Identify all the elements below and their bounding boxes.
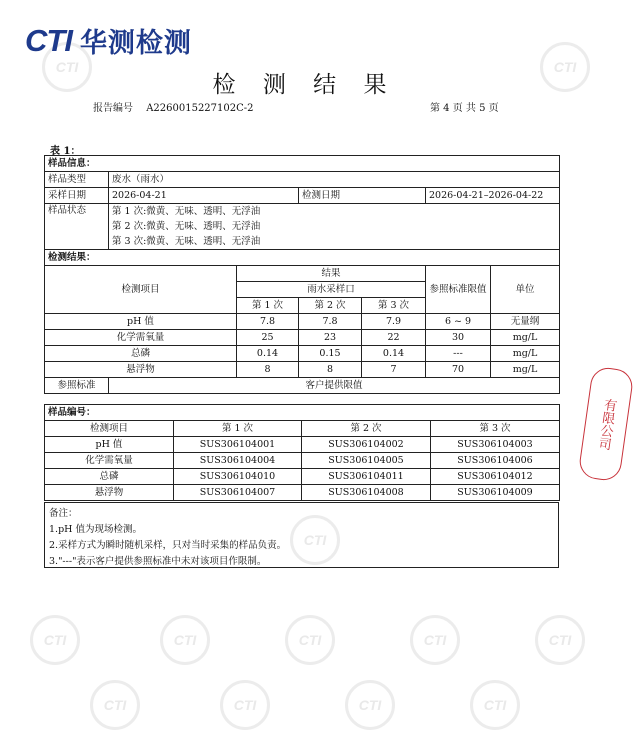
result-unit: mg/L — [491, 330, 560, 346]
result-item: pH 值 — [45, 314, 237, 330]
table-label: 表 1： — [50, 146, 81, 157]
result-value: 7 — [362, 362, 426, 378]
result-item: 总磷 — [45, 346, 237, 362]
standard-label: 参照标准 — [45, 378, 109, 394]
result-value: 22 — [362, 330, 426, 346]
sample-item: 总磷 — [45, 469, 174, 485]
logo-chinese-text: 华测检测 — [79, 28, 192, 59]
table-row — [45, 485, 560, 501]
watermark-logo: CTI — [90, 680, 140, 730]
result-item: 化学需氧量 — [45, 330, 237, 346]
sampling-date-value: 2026-04-21 — [109, 188, 299, 204]
result-limit: 30 — [426, 330, 491, 346]
test-date-value: 2026-04-21–2026-04-22 — [426, 188, 560, 204]
result-unit: mg/L — [491, 346, 560, 362]
note-line: 2.采样方式为瞬时随机采样，只对当时采集的样品负责。 — [49, 540, 287, 551]
result-value: 7.8 — [299, 314, 362, 330]
sample-state-3: 第 3 次:微黄、无味、透明、无浮油 — [109, 234, 560, 250]
table-row — [45, 453, 560, 469]
result-limit: 6 ~ 9 — [426, 314, 491, 330]
watermark-logo: CTI — [470, 680, 520, 730]
watermark-logo: CTI — [540, 42, 590, 92]
sample-id: SUS306104010 — [174, 469, 302, 485]
result-value: 8 — [237, 362, 299, 378]
sample-id: SUS306104004 — [174, 453, 302, 469]
watermark-logo: CTI — [285, 615, 335, 665]
watermark-logo: CTI — [290, 515, 340, 565]
sample-state-2: 第 2 次:微黄、无味、透明、无浮油 — [109, 219, 560, 234]
result-value: 25 — [237, 330, 299, 346]
note-line: 1.pH 值为现场检测。 — [49, 524, 142, 535]
sample-number-time-3: 第 3 次 — [431, 421, 560, 437]
watermark-logo: CTI — [410, 615, 460, 665]
sample-type-value: 废水（雨水） — [109, 172, 560, 188]
result-value: 23 — [299, 330, 362, 346]
notes-title: 备注： — [49, 508, 78, 519]
notes-box — [44, 502, 559, 568]
result-value: 0.15 — [299, 346, 362, 362]
sample-item: 悬浮物 — [45, 485, 174, 501]
table-row — [45, 469, 560, 485]
report-number-value: A2260015227102C-2 — [146, 103, 254, 114]
watermark-logo: CTI — [30, 615, 80, 665]
note-line: 3."---"表示客户提供参照标准中未对该项目作限制。 — [49, 556, 267, 567]
sample-id: SUS306104005 — [302, 453, 431, 469]
results-header: 检测结果： — [45, 250, 560, 266]
company-logo — [25, 21, 192, 60]
result-unit: 无量纲 — [491, 314, 560, 330]
sample-id: SUS306104007 — [174, 485, 302, 501]
table-row — [45, 346, 560, 362]
sample-id: SUS306104002 — [302, 437, 431, 453]
sample-id: SUS306104006 — [431, 453, 560, 469]
result-value: 0.14 — [362, 346, 426, 362]
logo-cti-text: CTI — [25, 22, 72, 58]
sample-number-time-2: 第 2 次 — [302, 421, 431, 437]
result-item: 悬浮物 — [45, 362, 237, 378]
watermark-logo: CTI — [345, 680, 395, 730]
results-location-header: 雨水采样口 — [237, 282, 426, 298]
watermark-logo: CTI — [42, 42, 92, 92]
sample-item: 化学需氧量 — [45, 453, 174, 469]
sample-type-label: 样品类型 — [45, 172, 109, 188]
sample-state-1: 第 1 次:微黄、无味、透明、无浮油 — [109, 204, 560, 220]
sample-id: SUS306104003 — [431, 437, 560, 453]
sample-state-label: 样品状态 — [45, 204, 109, 250]
sample-number-item-header: 检测项目 — [45, 421, 174, 437]
standard-value: 客户提供限值 — [109, 378, 560, 394]
watermark-logo: CTI — [160, 615, 210, 665]
results-time-1-header: 第 1 次 — [237, 298, 299, 314]
watermark-logo: CTI — [535, 615, 585, 665]
report-number — [93, 99, 254, 114]
sampling-date-label: 采样日期 — [45, 188, 109, 204]
sample-id: SUS306104009 — [431, 485, 560, 501]
sample-number-time-1: 第 1 次 — [174, 421, 302, 437]
sample-id: SUS306104008 — [302, 485, 431, 501]
sample-id: SUS306104011 — [302, 469, 431, 485]
sample-number-table — [44, 404, 560, 501]
page-title: 检 测 结 果 — [212, 72, 397, 98]
sample-id: SUS306104012 — [431, 469, 560, 485]
result-value: 7.9 — [362, 314, 426, 330]
sample-info-header: 样品信息： — [45, 156, 560, 172]
results-table — [44, 155, 560, 394]
result-unit: mg/L — [491, 362, 560, 378]
report-number-label: 报告编号 — [93, 103, 133, 114]
table-row — [45, 314, 560, 330]
result-limit: 70 — [426, 362, 491, 378]
watermark-logo: CTI — [220, 680, 270, 730]
result-limit: --- — [426, 346, 491, 362]
results-time-2-header: 第 2 次 — [299, 298, 362, 314]
result-value: 0.14 — [237, 346, 299, 362]
table-row — [45, 330, 560, 346]
results-unit-header: 单位 — [491, 266, 560, 314]
company-seal: 有限公司 — [577, 366, 634, 483]
table-row — [45, 437, 560, 453]
page-indicator: 第 4 页 共 5 页 — [430, 103, 499, 114]
test-date-label: 检测日期 — [299, 188, 426, 204]
result-value: 7.8 — [237, 314, 299, 330]
sample-id: SUS306104001 — [174, 437, 302, 453]
results-limit-header: 参照标准限值 — [426, 266, 491, 314]
results-time-3-header: 第 3 次 — [362, 298, 426, 314]
sample-number-header: 样品编号： — [45, 405, 560, 421]
sample-item: pH 值 — [45, 437, 174, 453]
table-row — [45, 362, 560, 378]
results-result-header: 结果 — [237, 266, 426, 282]
result-value: 8 — [299, 362, 362, 378]
results-item-header: 检测项目 — [45, 266, 237, 314]
